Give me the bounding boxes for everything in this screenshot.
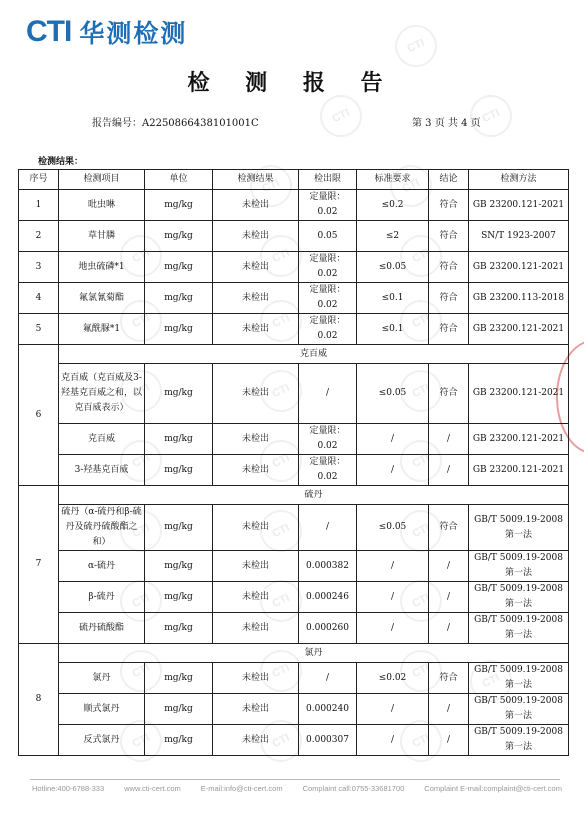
cell-item: 克百威 [59, 424, 145, 455]
cell-unit: mg/kg [145, 694, 213, 725]
cell-no: 8 [19, 644, 59, 756]
cell-result: 未检出 [213, 725, 299, 756]
cell-requirement: ≤0.05 [357, 505, 429, 551]
watermark-logo: CTI [113, 293, 169, 349]
cell-detection-limit: 定量限：0.02 [299, 314, 357, 345]
cell-conclusion: / [429, 424, 469, 455]
cell-unit: mg/kg [145, 551, 213, 582]
cell-no: 2 [19, 221, 59, 252]
cell-item: 反式氯丹 [59, 725, 145, 756]
cell-result: 未检出 [213, 455, 299, 486]
cell-unit: mg/kg [145, 364, 213, 424]
results-table [18, 169, 569, 756]
cell-result: 未检出 [213, 190, 299, 221]
watermark-logo: CTI [393, 643, 449, 699]
cell-method: GB/T 5009.19-2008 第一法 [469, 582, 569, 613]
watermark-logo: CTI [253, 228, 309, 284]
cell-item: β-硫丹 [59, 582, 145, 613]
watermark-logo: CTI [243, 158, 299, 214]
table-row [19, 694, 569, 725]
cell-item: 地虫硫磷*1 [59, 252, 145, 283]
cell-unit: mg/kg [145, 505, 213, 551]
watermark-logo: CTI [253, 363, 309, 419]
cell-unit: mg/kg [145, 283, 213, 314]
table-row [19, 455, 569, 486]
cell-no: 1 [19, 190, 59, 221]
logo-mark: CTI [26, 15, 72, 48]
watermark-logo: CTI [113, 228, 169, 284]
cell-detection-limit: 0.000382 [299, 551, 357, 582]
watermark-logo: CTI [393, 433, 449, 489]
watermark-logo: CTI [113, 503, 169, 559]
cell-requirement: / [357, 551, 429, 582]
table-row [19, 613, 569, 644]
cell-item: 3-羟基克百威 [59, 455, 145, 486]
table-row [19, 505, 569, 551]
cell-requirement: / [357, 694, 429, 725]
cell-conclusion: / [429, 694, 469, 725]
logo-company-name: 华测检测 [79, 19, 188, 48]
group-name: 氯丹 [59, 644, 569, 663]
group-header-row [19, 486, 569, 505]
column-header: 检测结果 [213, 170, 299, 190]
cell-result: 未检出 [213, 582, 299, 613]
cell-item: 克百威（克百威及3-羟基克百威之和，以克百威表示） [59, 364, 145, 424]
cell-conclusion: 符合 [429, 252, 469, 283]
cell-method: SN/T 1923-2007 [469, 221, 569, 252]
cell-no: 4 [19, 283, 59, 314]
group-name: 硫丹 [59, 486, 569, 505]
cell-result: 未检出 [213, 663, 299, 694]
group-name: 克百威 [59, 345, 569, 364]
watermark-logo: CTI [113, 713, 169, 769]
column-header: 检出限 [299, 170, 357, 190]
watermark-logo: CTI [113, 363, 169, 419]
report-number: 报告编号：A2250866438101001C [92, 118, 259, 129]
watermark-logo: CTI [393, 503, 449, 559]
cell-unit: mg/kg [145, 314, 213, 345]
watermark-logo: CTI [313, 88, 369, 144]
cell-method: GB/T 5009.19-2008 第一法 [469, 663, 569, 694]
cell-result: 未检出 [213, 613, 299, 644]
table-row [19, 582, 569, 613]
table-row [19, 551, 569, 582]
cell-requirement: ≤0.05 [357, 364, 429, 424]
group-header-row [19, 644, 569, 663]
cell-item: 氟氯氰菊酯 [59, 283, 145, 314]
cell-conclusion: 符合 [429, 283, 469, 314]
cell-detection-limit: / [299, 364, 357, 424]
cell-method: GB 23200.121-2021 [469, 455, 569, 486]
cell-method: GB 23200.121-2021 [469, 364, 569, 424]
cell-method: GB/T 5009.19-2008 第一法 [469, 551, 569, 582]
cell-conclusion: 符合 [429, 190, 469, 221]
cell-item: 氟酰脲*1 [59, 314, 145, 345]
cell-result: 未检出 [213, 551, 299, 582]
watermark-logo: CTI [253, 573, 309, 629]
cell-conclusion: 符合 [429, 364, 469, 424]
cell-unit: mg/kg [145, 663, 213, 694]
cell-detection-limit: 0.000246 [299, 582, 357, 613]
cell-unit: mg/kg [145, 190, 213, 221]
cell-conclusion: / [429, 725, 469, 756]
cell-result: 未检出 [213, 314, 299, 345]
cell-result: 未检出 [213, 424, 299, 455]
watermark-logo: CTI [253, 643, 309, 699]
watermark-logo: CTI [393, 713, 449, 769]
cell-item: 硫丹（α-硫丹和β-硫丹及硫丹硫酸酯之和） [59, 505, 145, 551]
cell-unit: mg/kg [145, 725, 213, 756]
table-row [19, 221, 569, 252]
cell-detection-limit: 定量限：0.02 [299, 424, 357, 455]
watermark-logo: CTI [253, 713, 309, 769]
cell-no: 3 [19, 252, 59, 283]
cell-result: 未检出 [213, 221, 299, 252]
cell-unit: mg/kg [145, 613, 213, 644]
column-header: 结论 [429, 170, 469, 190]
cell-result: 未检出 [213, 252, 299, 283]
report-title: 检 测 报 告 [187, 71, 397, 96]
cell-item: 吡虫啉 [59, 190, 145, 221]
page-indicator: 第 3 页 共 4 页 [412, 118, 481, 129]
cell-method: GB 23200.121-2021 [469, 314, 569, 345]
watermark-logo: CTI [393, 363, 449, 419]
cell-unit: mg/kg [145, 424, 213, 455]
cell-item: 氯丹 [59, 663, 145, 694]
cell-unit: mg/kg [145, 221, 213, 252]
cell-requirement: ≤0.1 [357, 314, 429, 345]
column-header: 检测项目 [59, 170, 145, 190]
section-title: 检测结果： [38, 157, 84, 167]
cell-no: 6 [19, 345, 59, 486]
cell-method: GB 23200.113-2018 [469, 283, 569, 314]
cell-requirement: ≤0.2 [357, 190, 429, 221]
cell-unit: mg/kg [145, 252, 213, 283]
group-header-row [19, 345, 569, 364]
watermark-logo: CTI [383, 158, 439, 214]
watermark-logo: CTI [113, 643, 169, 699]
cell-requirement: / [357, 424, 429, 455]
footer-complaint-call: Complaint call:0755-33681700 [302, 784, 405, 793]
cell-item: 草甘膦 [59, 221, 145, 252]
cell-unit: mg/kg [145, 455, 213, 486]
cell-requirement: ≤0.02 [357, 663, 429, 694]
cell-requirement: / [357, 455, 429, 486]
cell-conclusion: / [429, 551, 469, 582]
column-header: 标准要求 [357, 170, 429, 190]
cell-result: 未检出 [213, 364, 299, 424]
cell-conclusion: / [429, 455, 469, 486]
cell-detection-limit: / [299, 663, 357, 694]
cell-no: 5 [19, 314, 59, 345]
table-row [19, 190, 569, 221]
cell-requirement: ≤0.05 [357, 252, 429, 283]
cell-detection-limit: / [299, 505, 357, 551]
table-header-row [19, 170, 569, 190]
cell-requirement: / [357, 582, 429, 613]
watermark-logo: CTI [463, 88, 519, 144]
footer-complaint-email: Complaint E-mail:complaint@cti-cert.com [424, 784, 562, 793]
cell-conclusion: 符合 [429, 663, 469, 694]
table-row [19, 314, 569, 345]
footer-hotline: Hotline:400-6788-333 [32, 784, 105, 793]
cell-item: 顺式氯丹 [59, 694, 145, 725]
cell-requirement: ≤2 [357, 221, 429, 252]
cell-detection-limit: 定量限：0.02 [299, 190, 357, 221]
watermark-logo: CTI [388, 18, 444, 74]
watermark-logo: CTI [393, 573, 449, 629]
cell-no: 7 [19, 486, 59, 644]
column-header: 单位 [145, 170, 213, 190]
column-header: 序号 [19, 170, 59, 190]
cell-result: 未检出 [213, 694, 299, 725]
watermark-logo: CTI [253, 293, 309, 349]
watermark-logo: CTI [463, 653, 519, 709]
watermark-logo: CTI [113, 573, 169, 629]
cell-detection-limit: 0.05 [299, 221, 357, 252]
watermark-logo: CTI [253, 433, 309, 489]
cell-requirement: ≤0.1 [357, 283, 429, 314]
cell-method: GB 23200.121-2021 [469, 424, 569, 455]
cell-result: 未检出 [213, 283, 299, 314]
cell-detection-limit: 0.000307 [299, 725, 357, 756]
cell-method: GB/T 5009.19-2008 第一法 [469, 505, 569, 551]
table-row [19, 364, 569, 424]
table-row [19, 252, 569, 283]
watermark-logo: CTI [393, 293, 449, 349]
cell-unit: mg/kg [145, 582, 213, 613]
table-row [19, 283, 569, 314]
footer-email: E-mail:info@cti-cert.com [200, 784, 283, 793]
watermark-logo: CTI [253, 503, 309, 559]
cell-method: GB 23200.121-2021 [469, 190, 569, 221]
cell-detection-limit: 0.000240 [299, 694, 357, 725]
cell-conclusion: / [429, 582, 469, 613]
column-header: 检测方法 [469, 170, 569, 190]
cell-method: GB 23200.121-2021 [469, 252, 569, 283]
cell-item: 硫丹硫酸酯 [59, 613, 145, 644]
cell-conclusion: / [429, 613, 469, 644]
cell-conclusion: 符合 [429, 221, 469, 252]
footer-website: www.cti-cert.com [124, 784, 181, 793]
cell-result: 未检出 [213, 505, 299, 551]
watermark-logo: CTI [393, 228, 449, 284]
cell-requirement: / [357, 613, 429, 644]
table-row [19, 725, 569, 756]
table-row [19, 424, 569, 455]
footer-divider [30, 779, 560, 780]
watermark-logo: CTI [113, 433, 169, 489]
cell-detection-limit: 定量限：0.02 [299, 455, 357, 486]
cell-conclusion: 符合 [429, 505, 469, 551]
cell-item: α-硫丹 [59, 551, 145, 582]
cell-method: GB/T 5009.19-2008 第一法 [469, 613, 569, 644]
cell-detection-limit: 定量限：0.02 [299, 283, 357, 314]
cell-method: GB/T 5009.19-2008 第一法 [469, 694, 569, 725]
footer [32, 784, 562, 793]
cell-requirement: / [357, 725, 429, 756]
company-logo [26, 14, 187, 50]
cell-method: GB/T 5009.19-2008 第一法 [469, 725, 569, 756]
cell-detection-limit: 0.000260 [299, 613, 357, 644]
table-row [19, 663, 569, 694]
cell-conclusion: 符合 [429, 314, 469, 345]
cell-detection-limit: 定量限：0.02 [299, 252, 357, 283]
